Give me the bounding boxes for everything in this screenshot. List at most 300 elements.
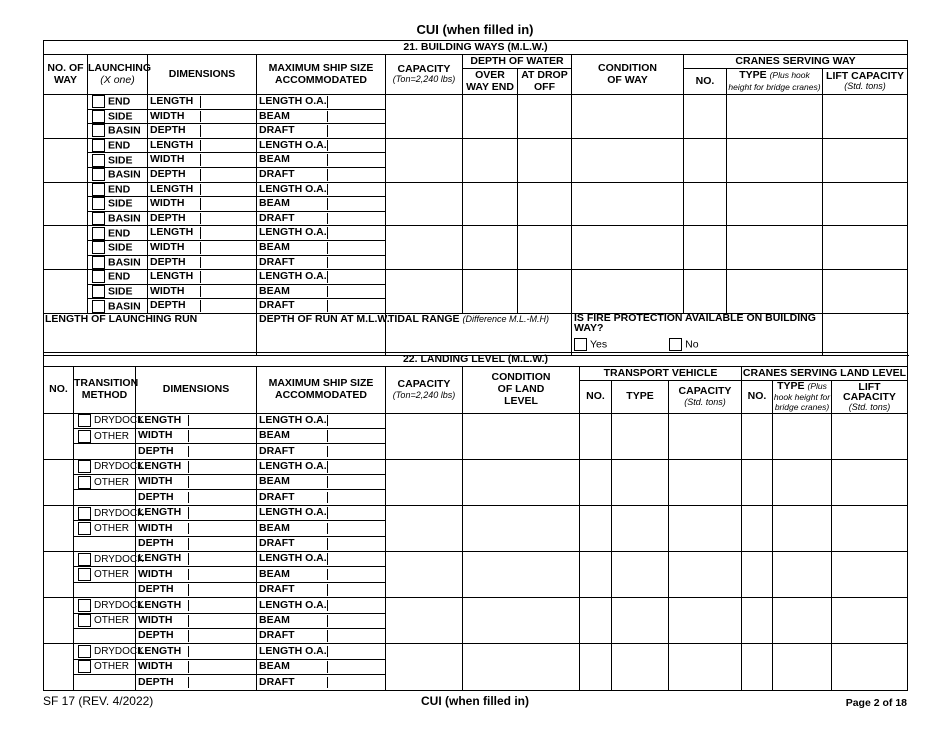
way-number-cell[interactable] [44, 138, 88, 182]
lift-capacity-cell[interactable] [823, 270, 908, 314]
dimension-cell[interactable] [148, 153, 257, 168]
col-ll-dimensions: DIMENSIONS [136, 367, 257, 414]
page-number: Page 2 of 18 [845, 697, 907, 709]
dimension-cell[interactable] [148, 124, 257, 139]
tv-capacity-cell[interactable] [669, 598, 742, 644]
ll-condition-cell[interactable] [463, 459, 580, 505]
col-max-ship-size: MAXIMUM SHIP SIZE ACCOMMODATED [257, 55, 386, 95]
ll-capacity-cell[interactable] [386, 413, 463, 459]
ll-lift-capacity-cell[interactable] [832, 459, 908, 505]
dimension-cell[interactable] [148, 255, 257, 270]
tv-type-cell[interactable] [612, 644, 669, 690]
col-capacity: CAPACITY [397, 62, 451, 75]
fire-yes-checkbox[interactable] [574, 338, 587, 351]
landing-level-table [43, 352, 908, 691]
depth-of-run-label: DEPTH OF RUN AT M.L.W. [259, 312, 390, 325]
ll-ship-size-cell[interactable] [257, 552, 386, 567]
ll-lift-capacity-cell[interactable] [832, 598, 908, 644]
ll-ship-size-label: DRAFT [259, 490, 295, 503]
capacity-cell[interactable] [386, 95, 463, 139]
over-way-end-cell[interactable] [463, 182, 518, 226]
ll-dimension-label: WIDTH [138, 567, 173, 580]
transition-option-label: DRYDOCK [94, 600, 144, 612]
capacity-cell[interactable] [386, 270, 463, 314]
transition-option-label: DRYDOCK [94, 553, 144, 565]
way-number-cell[interactable] [44, 95, 88, 139]
fire-no-label: No [685, 338, 699, 351]
building-way-row [44, 182, 908, 197]
landing-no-cell[interactable] [44, 413, 74, 459]
ll-lift-capacity-cell[interactable] [832, 644, 908, 690]
ll-dimension-cell[interactable] [136, 536, 257, 551]
ll-condition-cell[interactable] [463, 552, 580, 598]
transition-checkbox[interactable] [78, 522, 91, 535]
transition-option-label: DRYDOCK [94, 507, 144, 519]
tv-no-cell[interactable] [580, 459, 612, 505]
ll-ship-size-cell[interactable] [257, 459, 386, 474]
col-cranes-land-level: CRANES SERVING LAND LEVEL [742, 366, 907, 379]
ll-capacity-cell[interactable] [386, 459, 463, 505]
ll-crane-type-cell[interactable] [773, 459, 832, 505]
ll-ship-size-cell[interactable] [257, 582, 386, 597]
col-ll-no: NO. [44, 367, 74, 414]
ship-size-label: BEAM [259, 109, 290, 122]
col-transition-method: TRANSITION METHOD [74, 367, 136, 414]
ll-crane-no-cell[interactable] [742, 552, 773, 598]
lift-capacity-cell[interactable] [823, 138, 908, 182]
ll-capacity-cell[interactable] [386, 505, 463, 551]
condition-cell[interactable] [572, 226, 684, 270]
transition-option-label: OTHER [94, 430, 129, 442]
building-ways-table [43, 40, 908, 356]
dimension-label: WIDTH [150, 240, 185, 253]
condition-cell[interactable] [572, 138, 684, 182]
ll-dimension-label: DEPTH [138, 629, 174, 642]
col-ll-capacity: CAPACITY [397, 378, 451, 391]
col-depth-of-water: DEPTH OF WATER [463, 55, 572, 69]
capacity-cell[interactable] [386, 226, 463, 270]
col-ll-lift-capacity: LIFT CAPACITY [843, 380, 896, 404]
dimension-cell[interactable] [148, 211, 257, 226]
col-ll-max-ship-size: MAXIMUM SHIP SIZE ACCOMMODATED [257, 367, 386, 414]
ll-dimension-label: DEPTH [138, 675, 174, 688]
ll-dimension-label: DEPTH [138, 583, 174, 596]
dimension-label: DEPTH [150, 255, 186, 268]
ll-dimension-label: WIDTH [138, 429, 173, 442]
ll-ship-size-cell[interactable] [257, 490, 386, 505]
landing-level-row [44, 598, 908, 613]
ll-ship-size-cell[interactable] [257, 505, 386, 520]
tv-capacity-cell[interactable] [669, 552, 742, 598]
crane-type-cell[interactable] [727, 138, 823, 182]
transition-checkbox[interactable] [78, 660, 91, 673]
dimension-label: WIDTH [150, 197, 185, 210]
ll-capacity-cell[interactable] [386, 552, 463, 598]
dimension-cell[interactable] [148, 138, 257, 153]
col-condition-of-way: CONDITION OF WAY [572, 55, 684, 95]
landing-no-cell[interactable] [44, 505, 74, 551]
ship-size-cell[interactable] [257, 240, 386, 255]
launching-checkbox[interactable] [92, 183, 105, 196]
ship-size-label: DRAFT [259, 124, 295, 137]
launching-checkbox[interactable] [92, 197, 105, 210]
lift-capacity-cell[interactable] [823, 95, 908, 139]
dimension-cell[interactable] [148, 284, 257, 299]
launching-checkbox[interactable] [92, 168, 105, 181]
ll-dimension-cell[interactable] [136, 428, 257, 443]
landing-no-cell[interactable] [44, 598, 74, 644]
transition-checkbox[interactable] [78, 507, 91, 520]
tv-no-cell[interactable] [580, 598, 612, 644]
ll-dimension-label: WIDTH [138, 475, 173, 488]
ll-capacity-cell[interactable] [386, 598, 463, 644]
col-crane-no: NO. [684, 69, 727, 95]
ll-dimension-label: LENGTH [138, 413, 182, 426]
ll-dimension-cell[interactable] [136, 567, 257, 582]
tv-no-cell[interactable] [580, 413, 612, 459]
ll-lift-capacity-cell[interactable] [832, 413, 908, 459]
launching-option-label: BASIN [108, 124, 141, 137]
ll-dimension-label: LENGTH [138, 460, 182, 473]
ll-condition-cell[interactable] [463, 505, 580, 551]
length-launching-run-label: LENGTH OF LAUNCHING RUN [45, 312, 198, 325]
ship-size-cell[interactable] [257, 211, 386, 226]
ll-ship-size-label: BEAM [259, 429, 290, 442]
ll-ship-size-cell[interactable] [257, 659, 386, 674]
ll-crane-no-cell[interactable] [742, 644, 773, 690]
dimension-cell[interactable] [148, 226, 257, 241]
ll-ship-size-label: DRAFT [259, 537, 295, 550]
launching-checkbox[interactable] [92, 270, 105, 283]
ll-dimension-cell[interactable] [136, 413, 257, 428]
ll-ship-size-label: LENGTH O.A. [259, 506, 327, 519]
transition-option-label: DRYDOCK [94, 461, 144, 473]
ll-condition-cell[interactable] [463, 598, 580, 644]
tv-type-cell[interactable] [612, 413, 669, 459]
at-drop-off-cell[interactable] [518, 95, 572, 139]
ll-dimension-label: WIDTH [138, 521, 173, 534]
dimension-cell[interactable] [148, 95, 257, 110]
ll-crane-type-cell[interactable] [773, 644, 832, 690]
lift-capacity-cell[interactable] [823, 226, 908, 270]
ll-ship-size-cell[interactable] [257, 675, 386, 690]
at-drop-off-cell[interactable] [518, 270, 572, 314]
tv-type-cell[interactable] [612, 459, 669, 505]
launching-checkbox[interactable] [92, 154, 105, 167]
ll-lift-capacity-cell[interactable] [832, 505, 908, 551]
section-22-title: 22. LANDING LEVEL (M.L.W.) [44, 353, 908, 367]
ship-size-cell[interactable] [257, 299, 386, 314]
dimension-cell[interactable] [148, 299, 257, 314]
ll-ship-size-cell[interactable] [257, 475, 386, 490]
ship-size-cell[interactable] [257, 95, 386, 110]
ll-ship-size-cell[interactable] [257, 428, 386, 443]
ll-crane-no-cell[interactable] [742, 598, 773, 644]
form-number: SF 17 (REV. 4/2022) [43, 694, 154, 708]
lift-capacity-cell[interactable] [823, 182, 908, 226]
col-ll-capacity-note: (Ton=2,240 lbs) [392, 389, 456, 400]
transition-checkbox[interactable] [78, 568, 91, 581]
ship-size-label: BEAM [259, 197, 290, 210]
crane-no-cell[interactable] [684, 226, 727, 270]
col-tv-capacity-note: (Std. tons) [684, 396, 726, 407]
ll-dimension-cell[interactable] [136, 521, 257, 536]
ll-lift-capacity-cell[interactable] [832, 552, 908, 598]
launching-option-label: BASIN [108, 168, 141, 181]
transition-checkbox[interactable] [78, 553, 91, 566]
transition-checkbox[interactable] [78, 476, 91, 489]
fire-no-checkbox[interactable] [669, 338, 682, 351]
way-number-cell[interactable] [44, 182, 88, 226]
transition-checkbox[interactable] [78, 414, 91, 427]
tv-type-cell[interactable] [612, 552, 669, 598]
launching-checkbox[interactable] [92, 256, 105, 269]
dimension-label: DEPTH [150, 124, 186, 137]
launching-checkbox[interactable] [92, 110, 105, 123]
ll-dimension-cell[interactable] [136, 459, 257, 474]
dimension-cell[interactable] [148, 167, 257, 182]
ll-crane-type-cell[interactable] [773, 598, 832, 644]
ship-size-label: DRAFT [259, 167, 295, 180]
transition-option-label: OTHER [94, 476, 129, 488]
transition-option-label: OTHER [94, 569, 129, 581]
at-drop-off-cell[interactable] [518, 182, 572, 226]
launching-checkbox[interactable] [92, 124, 105, 137]
dimension-label: LENGTH [150, 270, 194, 283]
col-crane-type-note: (Plus hook height for bridge cranes) [728, 69, 821, 92]
capacity-cell[interactable] [386, 138, 463, 182]
building-way-row [44, 95, 908, 110]
way-number-cell[interactable] [44, 270, 88, 314]
ll-ship-size-label: DRAFT [259, 444, 295, 457]
ship-size-cell[interactable] [257, 284, 386, 299]
over-way-end-cell[interactable] [463, 226, 518, 270]
capacity-cell[interactable] [386, 182, 463, 226]
transition-option-label: DRYDOCK [94, 646, 144, 658]
ll-dimension-cell[interactable] [136, 582, 257, 597]
at-drop-off-cell[interactable] [518, 138, 572, 182]
landing-no-cell[interactable] [44, 644, 74, 690]
col-capacity-note: (Ton=2,240 lbs) [392, 74, 456, 85]
ship-size-label: DRAFT [259, 299, 295, 312]
ll-ship-size-label: DRAFT [259, 675, 295, 688]
building-way-row [44, 270, 908, 285]
col-condition-land-level: CONDITION OF LAND LEVEL [463, 367, 580, 414]
crane-type-cell[interactable] [727, 226, 823, 270]
ll-ship-size-cell[interactable] [257, 644, 386, 659]
ll-dimension-cell[interactable] [136, 490, 257, 505]
tv-type-cell[interactable] [612, 505, 669, 551]
dimension-cell[interactable] [148, 109, 257, 124]
tv-capacity-cell[interactable] [669, 505, 742, 551]
landing-level-row [44, 459, 908, 474]
dimension-label: LENGTH [150, 226, 194, 239]
ll-dimension-cell[interactable] [136, 675, 257, 690]
ll-ship-size-label: BEAM [259, 521, 290, 534]
ll-dimension-label: LENGTH [138, 598, 182, 611]
ship-size-cell[interactable] [257, 124, 386, 139]
ship-size-cell[interactable] [257, 138, 386, 153]
transition-checkbox[interactable] [78, 430, 91, 443]
ship-size-label: BEAM [259, 153, 290, 166]
col-at-drop-off: AT DROP OFF [518, 69, 572, 95]
col-tv-no: NO. [580, 381, 612, 414]
ship-size-label: LENGTH O.A. [259, 182, 327, 195]
ll-dimension-cell[interactable] [136, 475, 257, 490]
over-way-end-cell[interactable] [463, 270, 518, 314]
transition-checkbox[interactable] [78, 599, 91, 612]
ll-crane-no-cell[interactable] [742, 505, 773, 551]
tv-no-cell[interactable] [580, 505, 612, 551]
tv-no-cell[interactable] [580, 552, 612, 598]
crane-type-cell[interactable] [727, 95, 823, 139]
launching-checkbox[interactable] [92, 139, 105, 152]
dimension-label: DEPTH [150, 211, 186, 224]
tidal-range-note: (Difference M.L.-M.H) [462, 313, 549, 324]
launching-checkbox[interactable] [92, 227, 105, 240]
col-launching-note: (X one) [100, 73, 135, 86]
ship-size-label: DRAFT [259, 211, 295, 224]
way-number-cell[interactable] [44, 226, 88, 270]
crane-no-cell[interactable] [684, 270, 727, 314]
ll-ship-size-label: LENGTH O.A. [259, 598, 327, 611]
tv-no-cell[interactable] [580, 644, 612, 690]
ll-crane-type-cell[interactable] [773, 413, 832, 459]
col-crane-type: TYPE [739, 68, 767, 81]
ll-ship-size-label: BEAM [259, 660, 290, 673]
transition-option-label: OTHER [94, 523, 129, 535]
col-ll-crane-no: NO. [742, 381, 773, 414]
launching-checkbox[interactable] [92, 95, 105, 108]
ll-ship-size-cell[interactable] [257, 536, 386, 551]
launching-checkbox[interactable] [92, 212, 105, 225]
crane-no-cell[interactable] [684, 182, 727, 226]
dimension-cell[interactable] [148, 197, 257, 212]
tv-capacity-cell[interactable] [669, 644, 742, 690]
ll-ship-size-cell[interactable] [257, 413, 386, 428]
ll-ship-size-cell[interactable] [257, 598, 386, 613]
launching-option-label: SIDE [108, 110, 133, 123]
dimension-cell[interactable] [148, 182, 257, 197]
ll-ship-size-label: DRAFT [259, 629, 295, 642]
launching-option-label: END [108, 226, 131, 239]
col-dimensions: DIMENSIONS [148, 55, 257, 95]
ll-dimension-cell[interactable] [136, 552, 257, 567]
ll-ship-size-cell[interactable] [257, 567, 386, 582]
ll-dimension-label: DEPTH [138, 444, 174, 457]
dimension-cell[interactable] [148, 240, 257, 255]
crane-no-cell[interactable] [684, 95, 727, 139]
landing-no-cell[interactable] [44, 459, 74, 505]
condition-cell[interactable] [572, 182, 684, 226]
ship-size-cell[interactable] [257, 109, 386, 124]
over-way-end-cell[interactable] [463, 138, 518, 182]
landing-level-row [44, 644, 908, 659]
ship-size-cell[interactable] [257, 167, 386, 182]
col-ll-crane-type: TYPE [777, 380, 805, 392]
ship-size-cell[interactable] [257, 270, 386, 285]
ship-size-cell[interactable] [257, 182, 386, 197]
transition-checkbox[interactable] [78, 614, 91, 627]
ll-capacity-cell[interactable] [386, 644, 463, 690]
ll-ship-size-label: BEAM [259, 567, 290, 580]
condition-cell[interactable] [572, 270, 684, 314]
launching-option-label: END [108, 270, 131, 283]
ll-ship-size-cell[interactable] [257, 613, 386, 628]
ll-ship-size-cell[interactable] [257, 628, 386, 643]
ll-ship-size-cell[interactable] [257, 444, 386, 459]
dimension-cell[interactable] [148, 270, 257, 285]
crane-type-cell[interactable] [727, 270, 823, 314]
ll-crane-no-cell[interactable] [742, 413, 773, 459]
launching-option-label: BASIN [108, 256, 141, 269]
ll-dimension-cell[interactable] [136, 598, 257, 613]
ll-crane-type-cell[interactable] [773, 505, 832, 551]
ll-dimension-cell[interactable] [136, 659, 257, 674]
fire-protection-question: IS FIRE PROTECTION AVAILABLE ON BUILDING WAY? [574, 311, 816, 334]
ll-dimension-label: WIDTH [138, 614, 173, 626]
dimension-label: WIDTH [150, 109, 185, 122]
condition-cell[interactable] [572, 95, 684, 139]
tv-capacity-cell[interactable] [669, 413, 742, 459]
col-launching: LAUNCHING [88, 61, 151, 74]
crane-no-cell[interactable] [684, 138, 727, 182]
crane-type-cell[interactable] [727, 182, 823, 226]
ll-crane-type-cell[interactable] [773, 552, 832, 598]
ll-dimension-label: DEPTH [138, 490, 174, 503]
ll-dimension-cell[interactable] [136, 644, 257, 659]
cui-header: CUI (when filled in) [416, 22, 534, 37]
launching-checkbox[interactable] [92, 285, 105, 298]
launching-option-label: BASIN [108, 212, 141, 225]
ship-size-cell[interactable] [257, 153, 386, 168]
col-transport-vehicle: TRANSPORT VEHICLE [580, 367, 742, 381]
ll-ship-size-cell[interactable] [257, 521, 386, 536]
col-tv-type: TYPE [612, 381, 669, 414]
launching-option-label: END [108, 139, 131, 152]
ll-dimension-cell[interactable] [136, 613, 257, 628]
ship-size-cell[interactable] [257, 226, 386, 241]
over-way-end-cell[interactable] [463, 95, 518, 139]
ship-size-cell[interactable] [257, 255, 386, 270]
col-ll-lift-capacity-note: (Std. tons) [848, 401, 891, 412]
launching-option-label: SIDE [108, 285, 133, 298]
transition-option-label: DRYDOCK [94, 415, 144, 427]
col-over-way-end: OVER WAY END [463, 69, 518, 95]
ship-size-label: LENGTH O.A. [259, 270, 327, 283]
tidal-range-label: TIDAL RANGE [388, 312, 460, 325]
landing-level-row [44, 505, 908, 520]
ll-dimension-cell[interactable] [136, 505, 257, 520]
ll-dimension-cell[interactable] [136, 628, 257, 643]
ll-dimension-cell[interactable] [136, 444, 257, 459]
tv-type-cell[interactable] [612, 598, 669, 644]
ll-condition-cell[interactable] [463, 413, 580, 459]
launching-checkbox[interactable] [92, 241, 105, 254]
launching-option-label: END [108, 183, 131, 196]
transition-checkbox[interactable] [78, 460, 91, 473]
at-drop-off-cell[interactable] [518, 226, 572, 270]
ll-condition-cell[interactable] [463, 644, 580, 690]
ll-crane-no-cell[interactable] [742, 459, 773, 505]
dimension-label: DEPTH [150, 167, 186, 180]
ship-size-cell[interactable] [257, 197, 386, 212]
transition-checkbox[interactable] [78, 645, 91, 658]
tv-capacity-cell[interactable] [669, 459, 742, 505]
launching-checkbox[interactable] [92, 300, 105, 313]
landing-no-cell[interactable] [44, 552, 74, 598]
cui-footer: CUI (when filled in) [421, 694, 529, 708]
